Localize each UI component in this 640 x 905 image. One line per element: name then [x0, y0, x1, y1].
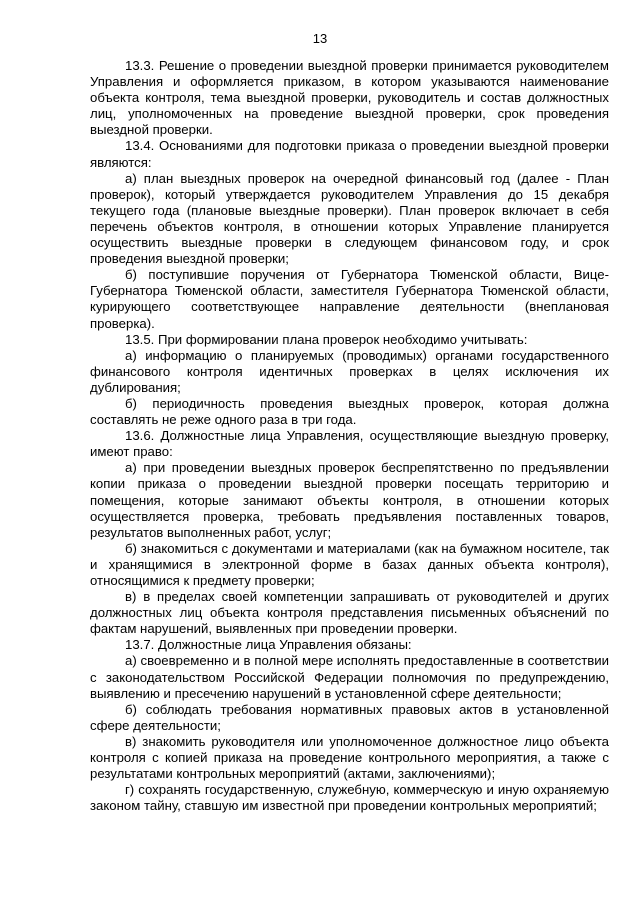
paragraph-13-4-b: б) поступившие поручения от Губернатора Тюменской области, Вице-Губернатора Тюменской области, заместителя Губернатора Тюменской области, курирующего соответствующее направление деятельности (внеплановая проверка). — [90, 267, 609, 331]
paragraph-13-6-a: а) при проведении выездных проверок беспрепятственно по предъявлении копии приказа о проведении выездной проверки посещать территорию и помещения, которые занимают объекты контроля, в отношении которых осуществляется проверка, требовать предъявления поставленных товаров, результатов выполненных работ, услуг; — [90, 460, 609, 540]
paragraph-13-5: 13.5. При формировании плана проверок необходимо учитывать: — [125, 331, 528, 347]
paragraph-13-3: 13.3. Решение о проведении выездной проверки принимается руководителем Управления и оформляется приказом, в котором указываются наименование объекта контроля, тема выездной проверки, руководитель и состав должностных лиц, уполномоченных на проведение выездной проверки, срок проведения выездной проверки. — [90, 58, 609, 138]
paragraph-13-5-b: б) периодичность проведения выездных проверок, которая должна составлять не реже одного раза в три года. — [90, 395, 609, 428]
paragraph-13-4: 13.4. Основаниями для подготовки приказа о проведении выездной проверки являются: — [90, 138, 609, 170]
paragraph-13-6: 13.6. Должностные лица Управления, осуществляющие выездную проверку, имеют право: — [90, 428, 609, 460]
document-body — [90, 58, 609, 814]
paragraph-13-7: 13.7. Должностные лица Управления обязаны: — [125, 637, 412, 653]
paragraph-13-6-b: б) знакомиться с документами и материалами (как на бумажном носителе, так и хранящимися в электронной форме в базах данных объекта контроля), относящимися к предмету проверки; — [90, 540, 609, 588]
paragraph-13-4-a: а) план выездных проверок на очередной финансовый год (далее - План проверок), который утверждается руководителем Управления до 15 декабря текущего года (плановые выездные проверки). План проверок включает в себя перечень объектов контроля, в отношении которых Управление планируется осуществить выездные проверки в следующем финансовом году, и срок проведения выездной проверки; — [90, 170, 609, 267]
paragraph-13-7-v: в) знакомить руководителя или уполномоченное должностное лицо объекта контроля с копией приказа на проведение контрольного мероприятия, а также с результатами контрольных мероприятий (актами, заключениями); — [90, 733, 609, 782]
paragraph-13-6-v: в) в пределах своей компетенции запрашивать от руководителей и других должностных лиц объекта контроля представления письменных объяснений по фактам нарушений, выявленных при проведении проверки. — [90, 589, 609, 637]
page-number: 13 — [312, 31, 328, 46]
paragraph-13-7-b: б) соблюдать требования нормативных правовых актов в установленной сфере деятельности; — [90, 701, 609, 733]
paragraph-13-5-a: а) информацию о планируемых (проводимых) органами государственного финансового контроля идентичных проверках в целях исключения их дублирования; — [90, 347, 609, 395]
paragraph-13-7-a: а) своевременно и в полной мере исполнять предоставленные в соответствии с законодательством Российской Федерации полномочия по предупреждению, выявлению и пресечению нарушений в установленной сфере деятельности; — [90, 653, 609, 701]
paragraph-13-7-g: г) сохранять государственную, служебную, коммерческую и иную охраняемую законом тайну, ставшую им известной при проведении контрольных мероприятий; — [90, 782, 609, 814]
